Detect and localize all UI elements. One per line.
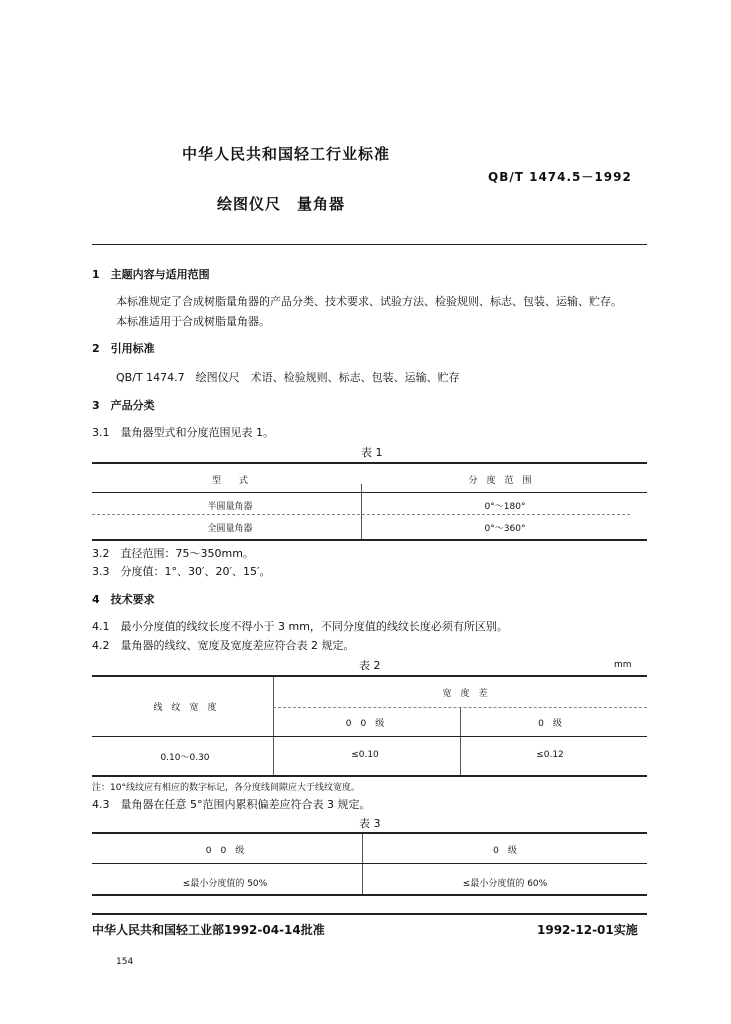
table-cell: 0°～180° (484, 502, 526, 512)
table-2-right-divider (460, 707, 461, 777)
document-title: 绘图仪尺 量角器 (217, 195, 346, 213)
table-3-caption: 表 3 (359, 817, 381, 830)
table-2-subheader-grade-00: 0 0 级 (345, 719, 385, 729)
table-1-header-type: 型 式 (211, 476, 248, 486)
table-row: 0.10～0.30 (160, 753, 210, 763)
table-2-note: 注：10°线纹应有相应的数字标记，各分度线间隙应大于线纹宽度。 (92, 783, 360, 793)
clause-3-1: 3.1 量角器型式和分度范围见表 1。 (92, 426, 274, 439)
section-2-reference: QB/T 1474.7 绘图仪尺 术语、检验规则、标志、包装、运输、贮存 (116, 371, 460, 384)
table-2-unit: mm (614, 660, 632, 670)
table-3-column-divider (362, 834, 363, 896)
table-2-header-line-width: 线 纹 宽 度 (153, 703, 217, 713)
clause-4-3: 4.3 量角器在任意 5°范围内累积偏差应符合表 3 规定。 (92, 798, 371, 811)
table-2-caption: 表 2 (359, 659, 381, 672)
clause-4-1: 4.1 最小分度值的线纹长度不得小于 3 mm，不同分度值的线纹长度必须有所区别。 (92, 620, 508, 633)
table-3-header-rule (92, 863, 647, 864)
table-2-top-rule (92, 675, 647, 677)
header-rule (92, 244, 647, 245)
table-2-header-bottom-rule (92, 736, 647, 737)
section-2-heading: 2 引用标准 (92, 342, 155, 355)
table-cell: ≤0.10 (351, 750, 379, 760)
table-row: 全圆量角器 (207, 524, 253, 534)
table-row: 半圆量角器 (207, 502, 253, 512)
section-1-paragraph-2: 本标准适用于合成树脂量角器。 (116, 315, 270, 328)
org-title: 中华人民共和国轻工行业标准 (182, 145, 391, 163)
table-3-top-rule (92, 832, 647, 834)
table-2-left-divider (273, 677, 274, 777)
clause-3-2: 3.2 直径范围：75～350mm。 (92, 547, 254, 560)
page-number: 154 (116, 957, 134, 967)
table-1-bottom-rule (92, 539, 647, 541)
table-cell: ≤0.12 (536, 750, 564, 760)
standard-number: QB/T 1474.5－1992 (488, 170, 632, 184)
effective-date: 1992-12-01实施 (537, 923, 638, 937)
section-1-heading: 1 主题内容与适用范围 (92, 268, 210, 281)
section-4-heading: 4 技术要求 (92, 593, 155, 606)
table-1-top-rule (92, 462, 647, 464)
table-2-bottom-rule (92, 775, 647, 777)
table-2-subheader-grade-0: 0 级 (538, 719, 562, 729)
clause-3-3: 3.3 分度值：1°、30′、20′、15′。 (92, 565, 271, 578)
table-3-header-grade-0: 0 级 (493, 846, 517, 856)
table-1-row-divider (92, 514, 630, 515)
table-cell: 0°～360° (484, 524, 526, 534)
clause-4-2: 4.2 量角器的线纹、宽度及宽度差应符合表 2 规定。 (92, 639, 355, 652)
table-1-caption: 表 1 (361, 446, 383, 459)
section-1-paragraph-1: 本标准规定了合成树脂量角器的产品分类、技术要求、试验方法、检验规则、标志、包装、运输、贮存。 (116, 295, 622, 308)
table-1-header-rule (92, 492, 647, 493)
table-1-column-divider (361, 484, 362, 540)
table-2-header-width-diff: 宽 度 差 (442, 689, 488, 699)
section-3-heading: 3 产品分类 (92, 399, 155, 412)
table-cell: ≤最小分度值的 60% (462, 879, 548, 889)
table-3-header-grade-00: 0 0 级 (205, 846, 245, 856)
footer-rule (92, 913, 647, 915)
table-1-header-range: 分 度 范 围 (468, 476, 532, 486)
table-row: ≤最小分度值的 50% (182, 879, 268, 889)
approval-line: 中华人民共和国轻工业部1992-04-14批准 (92, 923, 325, 937)
table-3-bottom-rule (92, 894, 647, 896)
